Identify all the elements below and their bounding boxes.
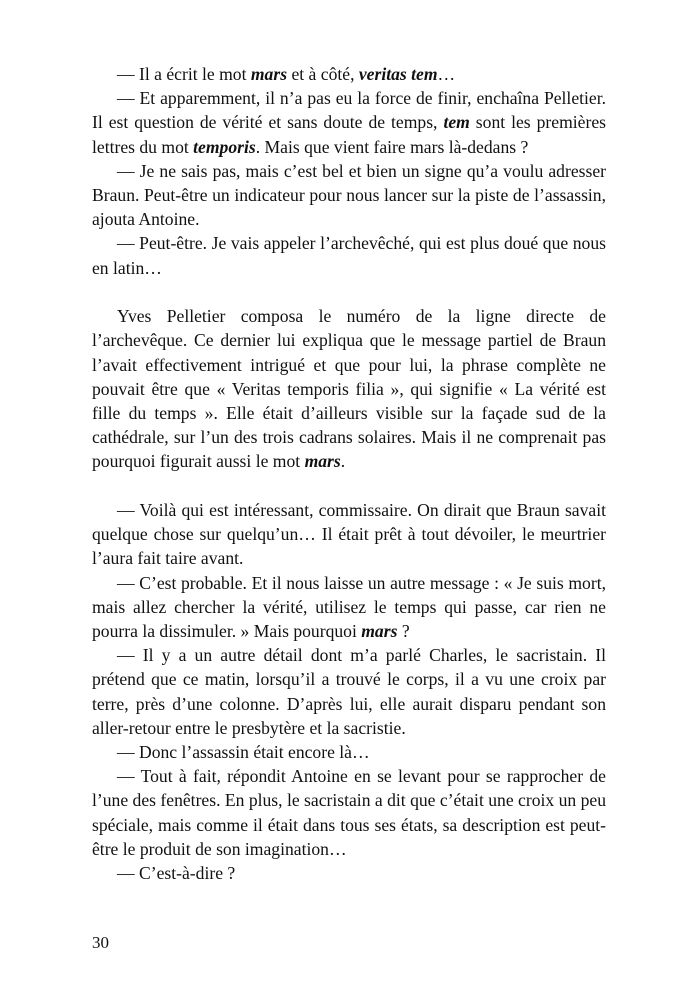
text-run: — Tout à fait, répondit Antoine en se levant pour se rapprocher de l’une des fenêtres. En plus, le sacristain a dit que c’était une croix un peu spéciale, mais comme il était dans tous ses états, sa description est peut-être le produit de son imagination… xyxy=(92,766,606,859)
text-run: — Peut-être. Je vais appeler l’archevêché, qui est plus doué que nous en latin… xyxy=(92,233,606,278)
paragraph xyxy=(92,764,606,861)
emphasized-word: tem xyxy=(443,112,470,133)
paragraph xyxy=(92,498,606,571)
emphasized-word: veritas tem xyxy=(358,64,438,84)
text-run: — Et apparemment, il n’a pas eu la force de finir, enchaîna Pelletier. Il est question de vérité et sans doute de temps, xyxy=(92,88,606,133)
text-run: . xyxy=(340,451,346,472)
text-run: — C’est probable. Et il nous laisse un autre message : « Je suis mort, mais allez chercher la vérité, utilisez le temps qui passe, car rien ne pourra la dissimuler. » Mais pourquoi xyxy=(92,572,606,642)
book-page xyxy=(92,0,606,993)
text-run: … xyxy=(437,64,456,84)
paragraph xyxy=(92,231,606,279)
paragraph xyxy=(92,643,606,740)
paragraph xyxy=(92,86,606,159)
text-run: . Mais que vient faire mars là-dedans ? xyxy=(255,136,529,157)
text-run: — Voilà qui est intéressant, commissaire. On dirait que Braun savait quelque chose sur quelqu’un… Il était prêt à tout dévoiler, le meurtrier l’aura fait taire avant. xyxy=(92,500,606,569)
text-run: — Je ne sais pas, mais c’est bel et bien un signe qu’a voulu adresser Braun. Peut-être un indicateur pour nous lancer sur la piste de l’assassin, ajouta Antoine. xyxy=(92,160,606,230)
paragraph xyxy=(92,304,606,473)
page-number: 30 xyxy=(92,933,109,952)
body-text xyxy=(92,62,606,885)
text-run: et à côté, xyxy=(287,64,359,84)
text-run: Yves Pelletier composa le numéro de la ligne directe de l’archevêque. Ce dernier lui expliqua que le message partiel de Braun l’avait effectivement intrigué et que pour lui, la phrase complète ne pouvait être que « Veritas temporis filia », qui signifie « La vérité est fille du temps ». Elle était d’ailleurs visible sur la façade sud de la cathédrale, sur l’un des trois cadrans solaires. Mais il ne comprenait pas pourquoi figurait aussi le mot xyxy=(92,306,606,472)
paragraph xyxy=(92,571,606,644)
paragraph xyxy=(92,159,606,232)
emphasized-word: mars xyxy=(250,64,288,84)
text-run: — Il a écrit le mot xyxy=(117,64,251,84)
emphasized-word: mars xyxy=(304,451,341,472)
emphasized-word: mars xyxy=(361,621,398,642)
paragraph xyxy=(92,62,606,86)
paragraph xyxy=(92,861,606,885)
emphasized-word: temporis xyxy=(193,136,256,157)
text-run: sont les premières lettres du mot xyxy=(92,112,606,157)
paragraph xyxy=(92,740,606,764)
text-run: — C’est-à-dire ? xyxy=(117,863,236,884)
text-run: ? xyxy=(397,621,410,642)
text-run: — Il y a un autre détail dont m’a parlé Charles, le sacristain. Il prétend que ce matin, lorsqu’il a trouvé le corps, il a vu une croix par terre, près d’une colonne. D’après lui, elle aurait disparu pendant son aller-retour entre le presbytère et la sacristie. xyxy=(92,645,606,738)
text-run: — Donc l’assassin était encore là… xyxy=(117,742,370,763)
